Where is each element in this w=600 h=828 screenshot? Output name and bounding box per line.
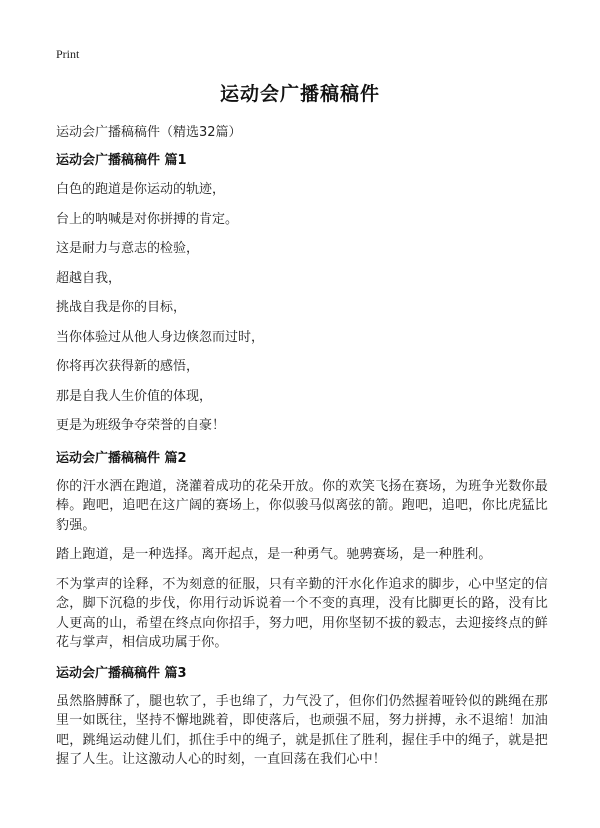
paragraph: 不为掌声的诠释，不为刻意的征服，只有辛勤的汗水化作追求的脚步，心中坚定的信念，脚下沉稳的步伐，你用行动诉说着一个不变的真理，没有比脚更长的路，没有比人更高的山，希望在终点向你招手，努力吧，用你坚韧不拔的毅志，去迎接终点的鲜花与掌声，相信成功属于你。 xyxy=(56,576,548,650)
section-2 xyxy=(56,448,548,653)
document-subtitle: 运动会广播稿稿件（精选32篇） xyxy=(56,125,242,140)
poem-line: 台上的呐喊是对你拼搏的肯定。 xyxy=(56,211,239,227)
poem-line: 你将再次获得新的感悟， xyxy=(56,359,200,374)
section-heading: 运动会广播稿稿件 篇2 xyxy=(56,450,187,466)
section-3 xyxy=(56,663,548,770)
paragraph: 你的汗水洒在跑道，浇灌着成功的花朵开放。你的欢笑飞扬在赛场，为班争光数你最棒。跑吧，追吧在这广阔的赛场上，你似骏马似离弦的箭。跑吧，追吧，你比虎猛比豹强。 xyxy=(56,478,548,533)
section-heading: 运动会广播稿稿件 篇3 xyxy=(56,665,187,681)
poem-line: 那是自我人生价值的体现， xyxy=(56,388,213,404)
poem-line: 超越自我， xyxy=(56,270,122,286)
poem-line: 这是耐力与意志的检验， xyxy=(56,241,200,256)
paragraph: 踏上跑道，是一种选择。离开起点，是一种勇气。驰骋赛场，是一种胜利。 xyxy=(56,547,492,562)
document-content xyxy=(56,150,548,780)
section-1 xyxy=(56,150,548,442)
poem-line: 挑战自我是你的目标， xyxy=(56,300,187,315)
section-heading: 运动会广播稿稿件 篇1 xyxy=(56,153,187,168)
poem-line: 白色的跑道是你运动的轨迹， xyxy=(56,182,226,197)
paragraph: 虽然胳膊酥了，腿也软了，手也绵了，力气没了，但你们仍然握着哑铃似的跳绳在那里一如既往，坚持不懈地跳着，即使落后，也顽强不屈，努力拼搏，永不退缩！加油吧，跳绳运动健儿们，抓住手中的绳子，就是抓住了胜利，握住手中的绳子，就是把握了人生。让这激动人心的时刻，一直回荡在我们心中！ xyxy=(56,693,548,767)
print-link[interactable]: Print xyxy=(56,47,80,61)
page-title: 运动会广播稿稿件 xyxy=(219,83,380,105)
poem-line: 更是为班级争夺荣誉的自豪！ xyxy=(56,418,226,433)
poem-line: 当你体验过从他人身边倏忽而过时， xyxy=(56,329,265,345)
